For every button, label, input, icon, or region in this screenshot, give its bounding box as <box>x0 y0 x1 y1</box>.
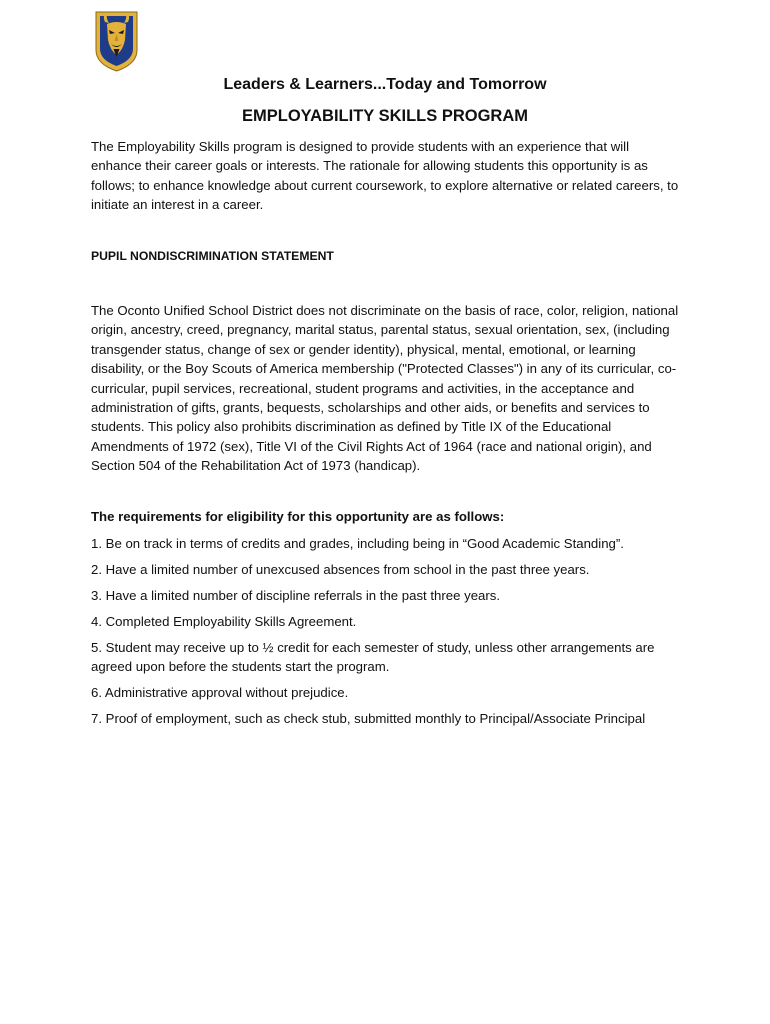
requirements-heading: The requirements for eligibility for this opportunity are as follows: <box>91 509 505 524</box>
requirement-item: 3. Have a limited number of discipline referrals in the past three years. <box>91 588 501 603</box>
requirement-item: 6. Administrative approval without prejudice. <box>91 685 349 701</box>
requirement-item: 2. Have a limited number of unexcused absences from school in the past three years. <box>91 562 590 577</box>
blue-devil-crest-icon <box>93 10 140 72</box>
requirement-item: 1. Be on track in terms of credits and grades, including being in “Good Academic Standing”. <box>91 536 624 551</box>
nondiscrimination-heading: PUPIL NONDISCRIMINATION STATEMENT <box>91 249 334 263</box>
school-motto: Leaders & Learners...Today and Tomorrow <box>223 76 547 93</box>
intro-paragraph: The Employability Skills program is designed to provide students with an experience that will enhance their career goals or interests. The rationale for allowing students this opportunity is as follows; to enhance knowledge about current coursework, to explore alternative or related careers, to initiate an interest in a career. <box>91 139 679 213</box>
requirement-item: 5. Student may receive up to ½ credit for each semester of study, unless other arrangements are agreed upon before the students start the program. <box>91 640 655 675</box>
requirements-list <box>91 534 683 735</box>
requirement-item: 4. Completed Employability Skills Agreement. <box>91 614 357 629</box>
nondiscrimination-paragraph: The Oconto Unified School District does not discriminate on the basis of race, color, religion, national origin, ancestry, creed, pregnancy, marital status, parental status, sexual orientation, sex, (including transgender status, change of sex or gender identity), physical, mental, emotional, or learning disability, or the Boy Scouts of America membership ("Protected Classes") in any of its curricular, co-curricular, pupil services, recreational, student programs and activities, in the acceptance and administration of gifts, grants, bequests, scholarships and other aids, or benefits and services to students. This policy also prohibits discrimination as defined by Title IX of the Educational Amendments of 1972 (sex), Title VI of the Civil Rights Act of 1964 (race and national origin), and Section 504 of the Rehabilitation Act of 1973 (handicap). <box>91 303 679 474</box>
page-title: EMPLOYABILITY SKILLS PROGRAM <box>241 107 529 125</box>
requirement-item: 7. Proof of employment, such as check stub, submitted monthly to Principal/Associate Principal <box>91 711 646 727</box>
